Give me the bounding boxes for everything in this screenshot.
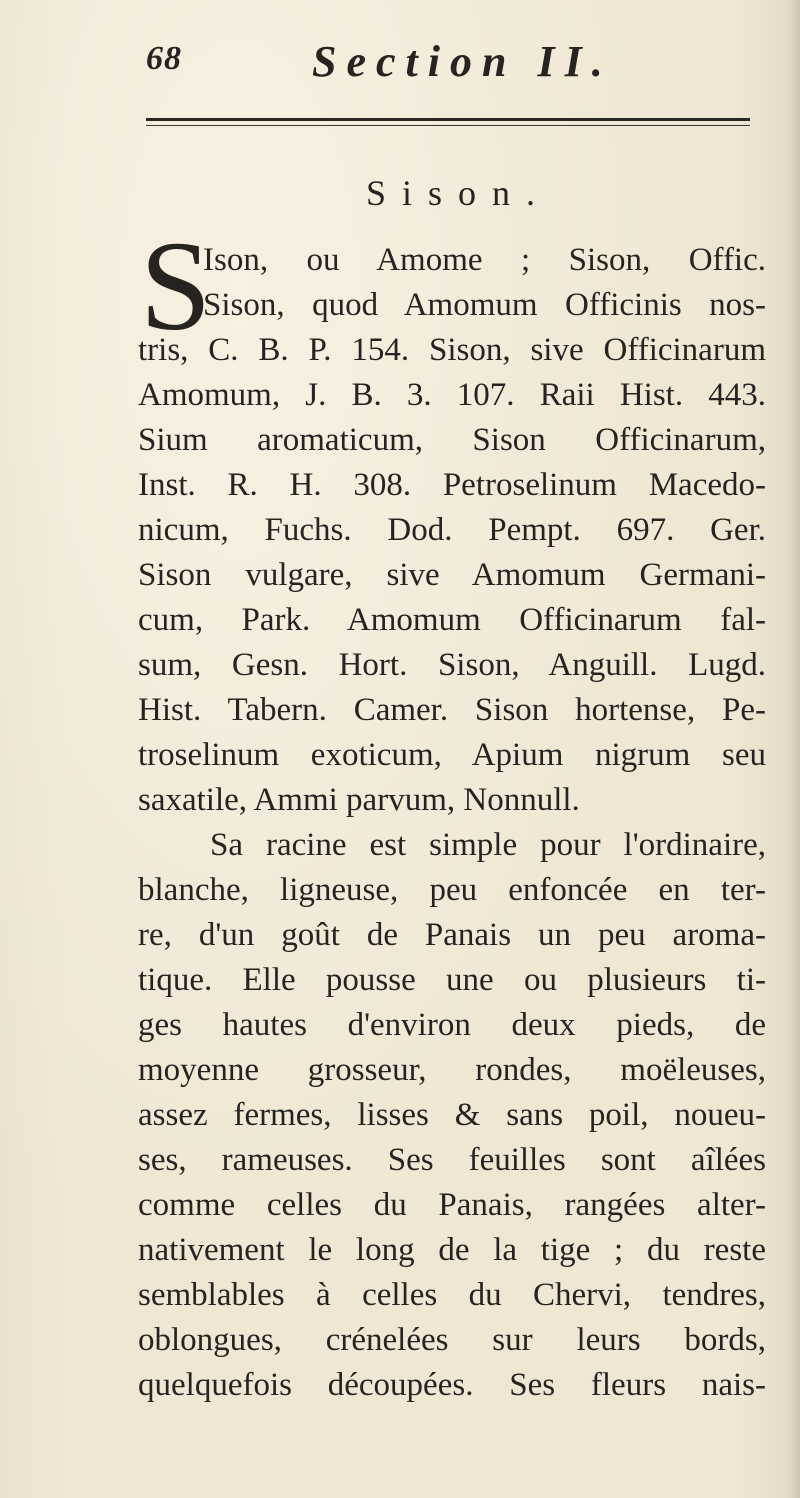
- text-line: troselinum exoticum, Apium nigrum seu: [138, 737, 766, 773]
- page-edge-shadow: [786, 0, 800, 1498]
- text-line: sum, Gesn. Hort. Sison, Anguill. Lugd.: [138, 647, 766, 683]
- page-number: 68: [146, 40, 182, 77]
- text-line: ses, rameuses. Ses feuilles sont aîlées: [138, 1142, 766, 1178]
- text-line: assez fermes, lisses & sans poil, noueu-: [138, 1097, 766, 1133]
- text-line: Ison, ou Amome ; Sison, Offic.: [203, 242, 766, 278]
- text-line: tris, C. B. P. 154. Sison, sive Officinarum: [138, 332, 766, 368]
- text-line: cum, Park. Amomum Officinarum fal-: [138, 602, 766, 638]
- text-line: Inst. R. H. 308. Petroselinum Macedo-: [138, 467, 766, 503]
- text-line: nativement le long de la tige ; du reste: [138, 1232, 766, 1268]
- text-line: Sison vulgare, sive Amomum Germani-: [138, 557, 766, 593]
- text-line: Amomum, J. B. 3. 107. Raii Hist. 443.: [138, 377, 766, 413]
- header-rule: [146, 118, 750, 121]
- text-line: tique. Elle pousse une ou plusieurs ti-: [138, 962, 766, 998]
- text-line: saxatile, Ammi parvum, Nonnull.: [138, 782, 580, 818]
- text-line: oblongues, crénelées sur leurs bords,: [138, 1322, 766, 1358]
- drop-cap: S: [140, 215, 212, 357]
- text-line: Hist. Tabern. Camer. Sison hortense, Pe-: [138, 692, 766, 728]
- text-line: ges hautes d'environ deux pieds, de: [138, 1007, 766, 1043]
- section-title: Sison.: [366, 173, 552, 213]
- text-line: blanche, ligneuse, peu enfoncée en ter-: [138, 872, 766, 908]
- text-line: Sison, quod Amomum Officinis nos-: [203, 287, 766, 323]
- text-line: re, d'un goût de Panais un peu aroma-: [138, 917, 766, 953]
- text-line: quelquefois découpées. Ses fleurs nais-: [138, 1367, 766, 1403]
- text-line: semblables à celles du Chervi, tendres,: [138, 1277, 766, 1313]
- running-head: Section II.: [312, 37, 613, 86]
- text-line: Sium aromaticum, Sison Officinarum,: [138, 422, 766, 458]
- text-line: Sa racine est simple pour l'ordinaire,: [210, 827, 766, 863]
- text-line: nicum, Fuchs. Dod. Pempt. 697. Ger.: [138, 512, 766, 548]
- text-line: moyenne grosseur, rondes, moëleuses,: [138, 1052, 766, 1088]
- text-line: comme celles du Panais, rangées alter-: [138, 1187, 766, 1223]
